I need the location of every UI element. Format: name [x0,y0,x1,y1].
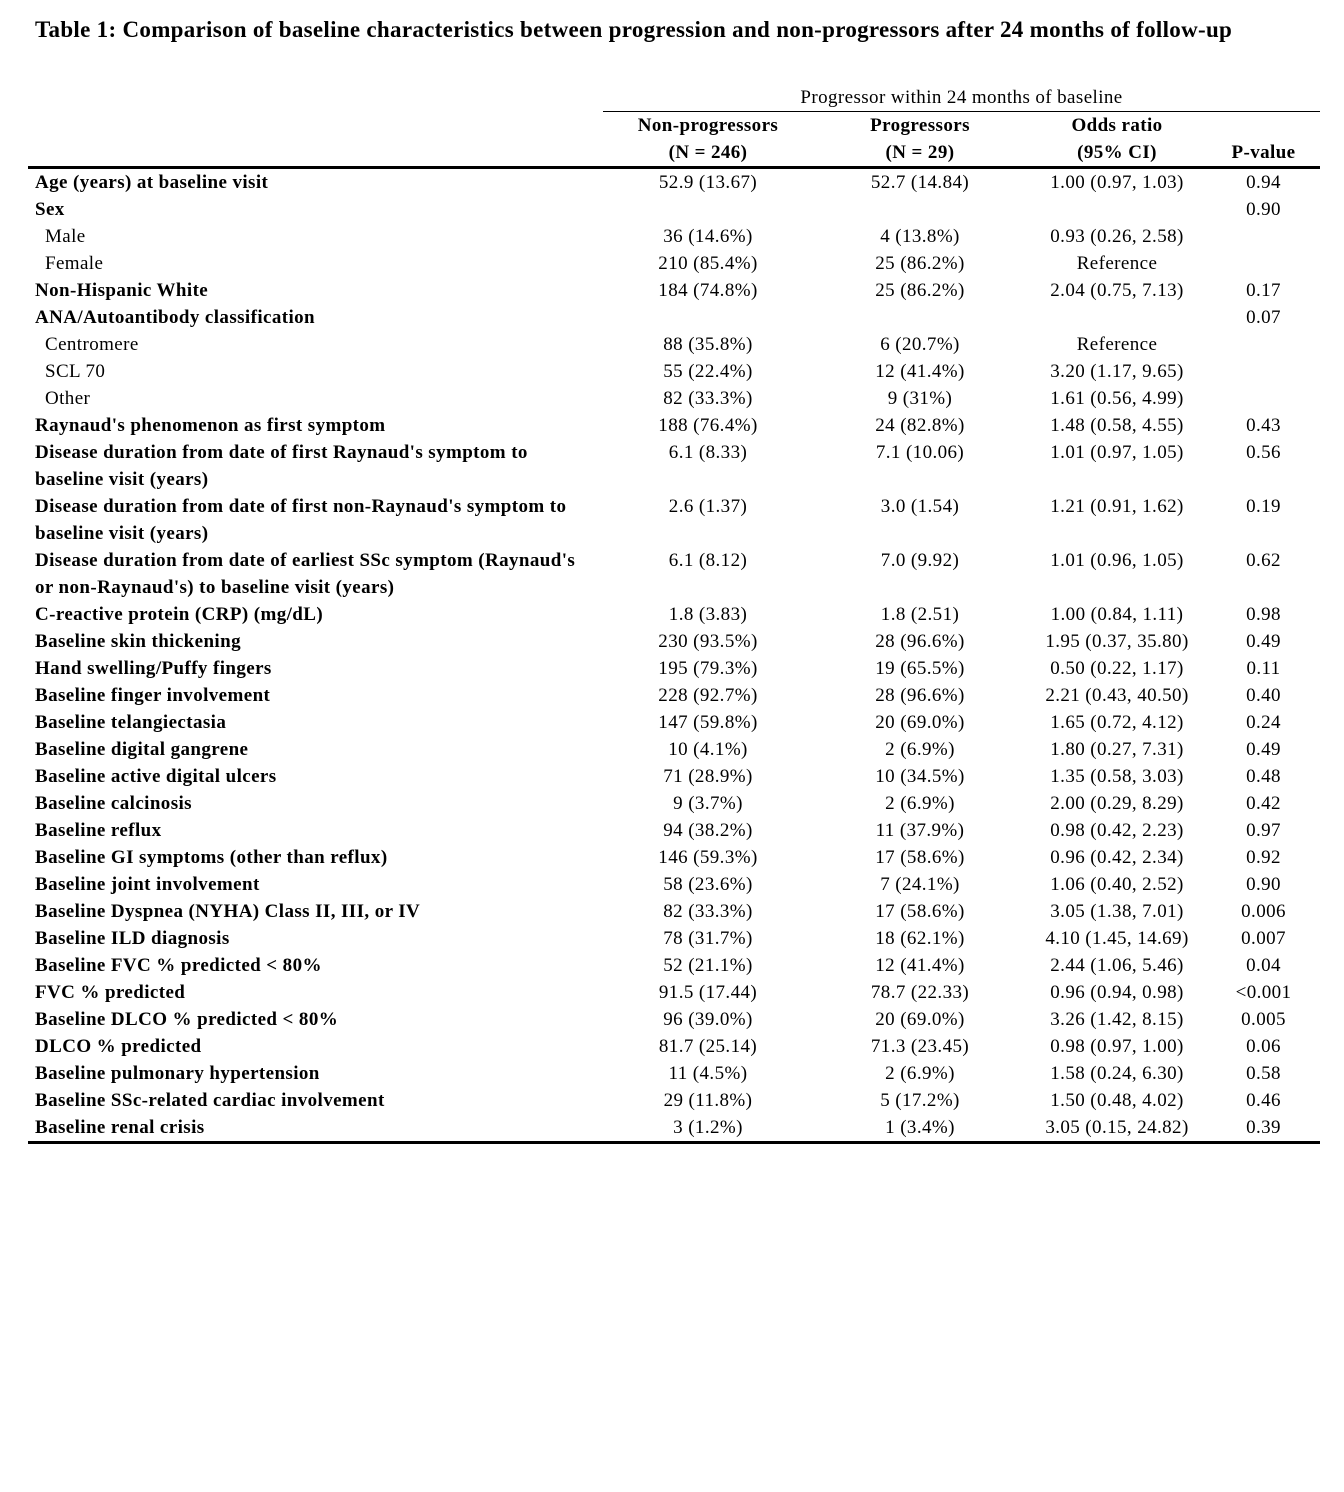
column-header-label: Non-progressors [637,115,779,136]
progressors-cell: 7 (24.1%) [880,874,960,895]
progressors-cell: 2 (6.9%) [885,1063,955,1084]
odds-ratio-cell: Reference [1076,334,1158,355]
table-row [28,1114,1320,1144]
progressors-cell: 2 (6.9%) [885,739,955,760]
progressors-cell: 19 (65.5%) [875,658,965,679]
row-label: DLCO % predicted [35,1036,202,1057]
row-label: Baseline FVC % predicted < 80% [35,955,322,976]
progressors-cell: 25 (86.2%) [875,253,965,274]
table-row [28,601,1320,628]
table-row [28,655,1320,682]
progressors-cell: 4 (13.8%) [880,226,960,247]
p-value-cell: 0.11 [1246,658,1281,679]
row-label: Baseline joint involvement [35,874,260,895]
progressors-cell: 28 (96.6%) [875,685,965,706]
non-progressors-cell: 146 (59.3%) [658,847,758,868]
odds-ratio-cell: 0.96 (0.42, 2.34) [1050,847,1184,868]
row-label: Baseline SSc-related cardiac involvement [35,1090,385,1111]
column-header-odds-ratio [1027,112,1207,169]
row-label: FVC % predicted [35,982,186,1003]
row-label: Baseline GI symptoms (other than reflux) [35,847,388,868]
p-value-cell: <0.001 [1235,982,1292,1003]
non-progressors-cell: 94 (38.2%) [663,820,753,841]
progressors-cell: 7.0 (9.92) [880,550,960,571]
row-label: Baseline pulmonary hypertension [35,1063,320,1084]
row-label: Female [45,253,104,274]
odds-ratio-cell: 3.05 (0.15, 24.82) [1027,1114,1207,1144]
row-label: Disease duration from date of first Raynaud's symptom to baseline visit (years) [35,442,528,490]
p-value-cell: 0.94 [1246,172,1281,193]
table-row [28,817,1320,844]
table-body [28,169,1320,1144]
non-progressors-cell: 10 (4.1%) [668,739,748,760]
odds-ratio-cell: 2.21 (0.43, 40.50) [1045,685,1189,706]
table-row [28,439,1320,493]
p-value-cell: 0.97 [1246,820,1281,841]
non-progressors-cell: 36 (14.6%) [663,226,753,247]
progressors-cell: 78.7 (22.33) [870,982,970,1003]
p-value-cell [1207,331,1320,358]
odds-ratio-cell: 0.50 (0.22, 1.17) [1050,658,1184,679]
p-value-cell: 0.17 [1246,280,1281,301]
odds-ratio-cell: 1.06 (0.40, 2.52) [1050,874,1184,895]
non-progressors-cell: 81.7 (25.14) [658,1036,758,1057]
progressors-cell: 24 (82.8%) [875,415,965,436]
non-progressors-cell: 230 (93.5%) [658,631,758,652]
table-row [28,1033,1320,1060]
column-header-count: (N = 246) [668,142,748,163]
non-progressors-cell: 55 (22.4%) [663,361,753,382]
table-row [28,898,1320,925]
table-row [28,547,1320,601]
progressors-cell: 1.8 (2.51) [880,604,960,625]
column-header-p-value [1207,112,1320,169]
p-value-cell: 0.07 [1246,307,1281,328]
progressors-cell: 11 (37.9%) [875,820,965,841]
p-value-cell: 0.49 [1246,631,1281,652]
non-progressors-cell: 91.5 (17.44) [658,982,758,1003]
non-progressors-cell: 184 (74.8%) [658,280,758,301]
p-value-cell: 0.62 [1246,550,1281,571]
p-value-cell: 0.43 [1246,415,1281,436]
p-value-cell: 0.24 [1246,712,1281,733]
column-header-label: P-value [1231,142,1296,163]
progressors-cell: 17 (58.6%) [875,901,965,922]
odds-ratio-cell [1027,196,1207,223]
row-label: C-reactive protein (CRP) (mg/dL) [35,604,324,625]
progressors-cell: 71.3 (23.45) [870,1036,970,1057]
table-row [28,493,1320,547]
p-value-cell: 0.39 [1207,1114,1320,1144]
row-label: Hand swelling/Puffy fingers [35,658,272,679]
table-header [28,84,1320,169]
odds-ratio-cell: 1.95 (0.37, 35.80) [1045,631,1189,652]
p-value-cell: 0.56 [1246,442,1281,463]
empty-header-cell [28,112,603,169]
odds-ratio-cell: 0.98 (0.97, 1.00) [1050,1036,1184,1057]
progressors-cell: 10 (34.5%) [875,766,965,787]
table-row [28,1087,1320,1114]
p-value-cell: 0.04 [1246,955,1281,976]
table-subrow [28,223,1320,250]
odds-ratio-cell: 2.44 (1.06, 5.46) [1050,955,1184,976]
table-row [28,790,1320,817]
p-value-cell: 0.46 [1246,1090,1281,1111]
row-label: Baseline Dyspnea (NYHA) Class II, III, or IV [35,901,421,922]
p-value-cell: 0.40 [1246,685,1281,706]
p-value-cell [1207,385,1320,412]
table-row [28,736,1320,763]
table-row [28,763,1320,790]
table-row [28,196,1320,223]
p-value-cell: 0.19 [1246,496,1281,517]
non-progressors-cell: 210 (85.4%) [658,253,758,274]
p-value-cell: 0.005 [1241,1009,1286,1030]
row-label: Baseline ILD diagnosis [35,928,230,949]
row-label: Baseline reflux [35,820,162,841]
odds-ratio-cell: 3.05 (1.38, 7.01) [1050,901,1184,922]
table-row [28,709,1320,736]
non-progressors-cell: 6.1 (8.12) [668,550,748,571]
row-label: Raynaud's phenomenon as first symptom [35,415,386,436]
table-row [28,277,1320,304]
table-row [28,169,1320,196]
table-subrow [28,250,1320,277]
odds-ratio-cell: 3.26 (1.42, 8.15) [1050,1009,1184,1030]
odds-ratio-cell: 1.65 (0.72, 4.12) [1050,712,1184,733]
non-progressors-cell: 82 (33.3%) [663,388,753,409]
row-label: Baseline telangiectasia [35,712,227,733]
odds-ratio-cell: Reference [1076,253,1158,274]
progressors-cell: 1 (3.4%) [813,1114,1027,1144]
row-label: Disease duration from date of earliest SSc symptom (Raynaud's or non-Raynaud's) to baseline visit (years) [35,550,576,598]
odds-ratio-cell: 1.35 (0.58, 3.03) [1050,766,1184,787]
non-progressors-cell: 228 (92.7%) [658,685,758,706]
non-progressors-cell: 82 (33.3%) [663,901,753,922]
spanner-header-row [28,84,1320,112]
progressors-cell: 52.7 (14.84) [870,172,970,193]
progressors-cell: 17 (58.6%) [875,847,965,868]
non-progressors-cell: 52 (21.1%) [663,955,753,976]
table-row [28,925,1320,952]
non-progressors-cell: 9 (3.7%) [673,793,743,814]
table-row [28,1006,1320,1033]
odds-ratio-cell: 1.01 (0.97, 1.05) [1050,442,1184,463]
odds-ratio-cell: 2.04 (0.75, 7.13) [1050,280,1184,301]
table-row [28,952,1320,979]
non-progressors-cell: 1.8 (3.83) [668,604,748,625]
odds-ratio-cell: 1.21 (0.91, 1.62) [1050,496,1184,517]
p-value-cell: 0.007 [1241,928,1286,949]
row-label: Other [45,388,91,409]
odds-ratio-cell: 1.61 (0.56, 4.99) [1050,388,1184,409]
progressors-cell: 9 (31%) [887,388,953,409]
table-row [28,871,1320,898]
row-label: Baseline skin thickening [35,631,241,652]
odds-ratio-cell: 3.20 (1.17, 9.65) [1050,361,1184,382]
empty-header-cell [28,84,603,112]
non-progressors-cell [603,196,813,223]
non-progressors-cell: 88 (35.8%) [663,334,753,355]
progressors-cell: 2 (6.9%) [885,793,955,814]
column-header-row [28,112,1320,169]
odds-ratio-cell: 0.96 (0.94, 0.98) [1050,982,1184,1003]
non-progressors-cell: 58 (23.6%) [663,874,753,895]
non-progressors-cell: 78 (31.7%) [663,928,753,949]
row-label: Baseline calcinosis [35,793,192,814]
p-value-cell: 0.006 [1241,901,1286,922]
row-label: Baseline finger involvement [35,685,271,706]
p-value-cell: 0.90 [1246,199,1281,220]
row-label: Non-Hispanic White [35,280,209,301]
non-progressors-cell: 188 (76.4%) [658,415,758,436]
progressors-cell: 20 (69.0%) [875,712,965,733]
table-row [28,979,1320,1006]
non-progressors-cell: 29 (11.8%) [663,1090,753,1111]
odds-ratio-cell: 1.00 (0.84, 1.11) [1050,604,1184,625]
column-header-non-progressors [603,112,813,169]
progressors-cell: 3.0 (1.54) [880,496,960,517]
progressors-cell: 12 (41.4%) [875,955,965,976]
spanner-header: Progressor within 24 months of baseline [603,84,1320,112]
odds-ratio-cell: 1.48 (0.58, 4.55) [1050,415,1184,436]
non-progressors-cell: 52.9 (13.67) [658,172,758,193]
table-row [28,1060,1320,1087]
p-value-cell [1207,223,1320,250]
non-progressors-cell: 2.6 (1.37) [668,496,748,517]
p-value-cell: 0.49 [1246,739,1281,760]
odds-ratio-cell: 1.80 (0.27, 7.31) [1050,739,1184,760]
table-row [28,412,1320,439]
row-label: Age (years) at baseline visit [35,172,269,193]
non-progressors-cell: 71 (28.9%) [663,766,753,787]
p-value-cell: 0.98 [1246,604,1281,625]
p-value-cell: 0.48 [1246,766,1281,787]
odds-ratio-cell: 1.00 (0.97, 1.03) [1050,172,1184,193]
table-row [28,628,1320,655]
row-label: ANA/Autoantibody classification [35,307,316,328]
row-label: Sex [35,199,65,220]
progressors-cell [813,196,1027,223]
progressors-cell: 6 (20.7%) [880,334,960,355]
table-subrow [28,358,1320,385]
table-row [28,682,1320,709]
column-header-count: (N = 29) [885,142,955,163]
row-label: Centromere [45,334,139,355]
column-header-progressors [813,112,1027,169]
p-value-cell: 0.58 [1246,1063,1281,1084]
non-progressors-cell: 195 (79.3%) [658,658,758,679]
column-header-label: Odds ratio [1071,115,1163,136]
odds-ratio-cell: 1.58 (0.24, 6.30) [1050,1063,1184,1084]
progressors-cell: 25 (86.2%) [875,280,965,301]
non-progressors-cell: 11 (4.5%) [668,1063,748,1084]
row-label: SCL 70 [45,361,106,382]
row-label: Male [45,226,86,247]
progressors-cell: 7.1 (10.06) [875,442,965,463]
row-label: Baseline DLCO % predicted < 80% [35,1009,339,1030]
p-value-cell: 0.42 [1246,793,1281,814]
odds-ratio-cell: 0.98 (0.42, 2.23) [1050,820,1184,841]
table-subrow [28,385,1320,412]
progressors-cell: 12 (41.4%) [875,361,965,382]
odds-ratio-cell: 1.01 (0.96, 1.05) [1050,550,1184,571]
odds-ratio-cell: 1.50 (0.48, 4.02) [1050,1090,1184,1111]
row-label: Baseline digital gangrene [35,739,249,760]
column-header-label: Progressors [870,115,970,136]
odds-ratio-cell: 0.93 (0.26, 2.58) [1050,226,1184,247]
p-value-cell: 0.06 [1246,1036,1281,1057]
non-progressors-cell: 96 (39.0%) [663,1009,753,1030]
non-progressors-cell [603,304,813,331]
non-progressors-cell: 147 (59.8%) [658,712,758,733]
row-label: Baseline active digital ulcers [35,766,277,787]
p-value-cell [1207,250,1320,277]
odds-ratio-cell [1027,304,1207,331]
non-progressors-cell: 3 (1.2%) [603,1114,813,1144]
baseline-characteristics-table [28,84,1320,1144]
p-value-cell: 0.92 [1246,847,1281,868]
progressors-cell: 18 (62.1%) [875,928,965,949]
odds-ratio-cell: 2.00 (0.29, 8.29) [1050,793,1184,814]
progressors-cell: 5 (17.2%) [880,1090,960,1111]
progressors-cell [813,304,1027,331]
odds-ratio-cell: 4.10 (1.45, 14.69) [1045,928,1189,949]
column-header-ci: (95% CI) [1077,142,1157,163]
row-label: Disease duration from date of first non-Raynaud's symptom to baseline visit (years) [35,496,567,544]
table-row [28,304,1320,331]
p-value-cell [1207,358,1320,385]
row-label: Baseline renal crisis [28,1114,603,1144]
table-row [28,844,1320,871]
progressors-cell: 28 (96.6%) [875,631,965,652]
table-subrow [28,331,1320,358]
progressors-cell: 20 (69.0%) [875,1009,965,1030]
table-title: Table 1: Comparison of baseline characteristics between progression and non-progressors after 24 months of follow-up [35,17,1233,42]
non-progressors-cell: 6.1 (8.33) [668,442,748,463]
p-value-cell: 0.90 [1246,874,1281,895]
